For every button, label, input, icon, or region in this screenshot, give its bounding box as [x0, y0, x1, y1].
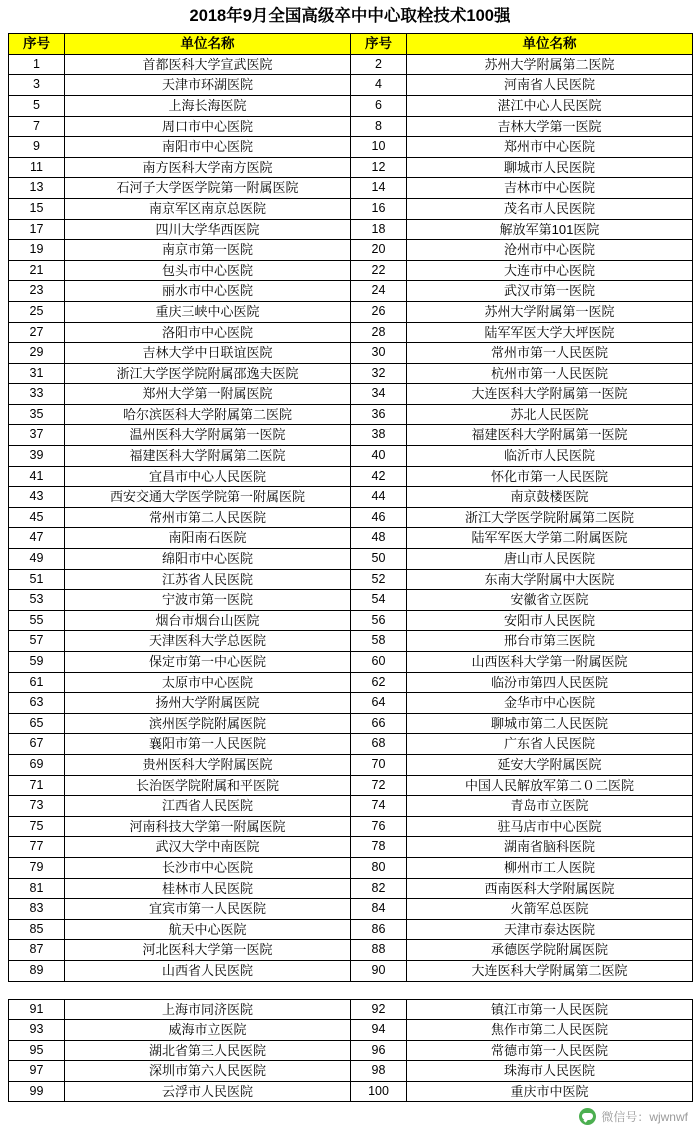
rank-table-second-body: [9, 999, 693, 1102]
cell-rank-number: 31: [9, 363, 65, 384]
cell-hospital-name: 哈尔滨医科大学附属第二医院: [65, 404, 351, 425]
cell-hospital-name: 东南大学附属中大医院: [407, 569, 693, 590]
table-header-row: [9, 33, 693, 54]
cell-rank-number: 58: [351, 631, 407, 652]
cell-hospital-name: 江苏省人民医院: [65, 569, 351, 590]
table-row: [9, 157, 693, 178]
cell-hospital-name: 大连医科大学附属第二医院: [407, 960, 693, 981]
cell-hospital-name: 吉林市中心医院: [407, 178, 693, 199]
cell-hospital-name: 常德市第一人民医院: [407, 1040, 693, 1061]
cell-rank-number: 94: [351, 1020, 407, 1041]
cell-rank-number: 54: [351, 590, 407, 611]
table-row: [9, 940, 693, 961]
cell-rank-number: 48: [351, 528, 407, 549]
cell-rank-number: 61: [9, 672, 65, 693]
table-row: [9, 137, 693, 158]
cell-hospital-name: 大连医科大学附属第一医院: [407, 384, 693, 405]
cell-hospital-name: 聊城市第二人民医院: [407, 713, 693, 734]
table-row: [9, 54, 693, 75]
table-row: [9, 528, 693, 549]
cell-hospital-name: 襄阳市第一人民医院: [65, 734, 351, 755]
cell-hospital-name: 安徽省立医院: [407, 590, 693, 611]
cell-hospital-name: 宁波市第一医院: [65, 590, 351, 611]
cell-hospital-name: 天津市泰达医院: [407, 919, 693, 940]
cell-rank-number: 60: [351, 652, 407, 673]
cell-hospital-name: 常州市第一人民医院: [407, 343, 693, 364]
wechat-icon: [579, 1108, 596, 1125]
cell-rank-number: 7: [9, 116, 65, 137]
cell-rank-number: 82: [351, 878, 407, 899]
cell-rank-number: 89: [9, 960, 65, 981]
table-row: [9, 754, 693, 775]
cell-hospital-name: 宜宾市第一人民医院: [65, 899, 351, 920]
cell-hospital-name: 郑州市中心医院: [407, 137, 693, 158]
cell-rank-number: 90: [351, 960, 407, 981]
table-row: [9, 384, 693, 405]
table-row: [9, 796, 693, 817]
table-row: [9, 816, 693, 837]
cell-hospital-name: 贵州医科大学附属医院: [65, 754, 351, 775]
cell-hospital-name: 浙江大学医学院附属邵逸夫医院: [65, 363, 351, 384]
table-row: [9, 999, 693, 1020]
cell-hospital-name: 上海市同济医院: [65, 999, 351, 1020]
cell-hospital-name: 洛阳市中心医院: [65, 322, 351, 343]
cell-hospital-name: 长治医学院附属和平医院: [65, 775, 351, 796]
cell-hospital-name: 浙江大学医学院附属第二医院: [407, 507, 693, 528]
table-row: [9, 857, 693, 878]
table-row: [9, 1061, 693, 1082]
table-row: [9, 672, 693, 693]
cell-hospital-name: 滨州医学院附属医院: [65, 713, 351, 734]
cell-rank-number: 62: [351, 672, 407, 693]
cell-hospital-name: 吉林大学中日联谊医院: [65, 343, 351, 364]
cell-rank-number: 59: [9, 652, 65, 673]
cell-hospital-name: 江西省人民医院: [65, 796, 351, 817]
cell-rank-number: 95: [9, 1040, 65, 1061]
cell-hospital-name: 南京军区南京总医院: [65, 198, 351, 219]
cell-rank-number: 6: [351, 95, 407, 116]
cell-hospital-name: 大连市中心医院: [407, 260, 693, 281]
cell-rank-number: 12: [351, 157, 407, 178]
table-row: [9, 631, 693, 652]
cell-hospital-name: 威海市立医院: [65, 1020, 351, 1041]
cell-hospital-name: 陆军军医大学大坪医院: [407, 322, 693, 343]
cell-rank-number: 76: [351, 816, 407, 837]
table-row: [9, 734, 693, 755]
cell-rank-number: 99: [9, 1081, 65, 1102]
cell-rank-number: 96: [351, 1040, 407, 1061]
cell-hospital-name: 天津医科大学总医院: [65, 631, 351, 652]
cell-rank-number: 34: [351, 384, 407, 405]
cell-hospital-name: 山西省人民医院: [65, 960, 351, 981]
cell-rank-number: 72: [351, 775, 407, 796]
cell-rank-number: 24: [351, 281, 407, 302]
cell-hospital-name: 福建医科大学附属第一医院: [407, 425, 693, 446]
cell-hospital-name: 保定市第一中心医院: [65, 652, 351, 673]
cell-hospital-name: 航天中心医院: [65, 919, 351, 940]
table-row: [9, 837, 693, 858]
cell-hospital-name: 河北医科大学第一医院: [65, 940, 351, 961]
cell-hospital-name: 南阳南石医院: [65, 528, 351, 549]
cell-hospital-name: 吉林大学第一医院: [407, 116, 693, 137]
rank-table-main-body: [9, 54, 693, 981]
cell-rank-number: 64: [351, 693, 407, 714]
cell-hospital-name: 云浮市人民医院: [65, 1081, 351, 1102]
table-row: [9, 116, 693, 137]
table-row: [9, 219, 693, 240]
cell-rank-number: 92: [351, 999, 407, 1020]
cell-rank-number: 23: [9, 281, 65, 302]
cell-hospital-name: 金华市中心医院: [407, 693, 693, 714]
cell-hospital-name: 山西医科大学第一附属医院: [407, 652, 693, 673]
cell-hospital-name: 天津市环湖医院: [65, 75, 351, 96]
cell-rank-number: 18: [351, 219, 407, 240]
cell-hospital-name: 安阳市人民医院: [407, 610, 693, 631]
cell-hospital-name: 石河子大学医学院第一附属医院: [65, 178, 351, 199]
cell-hospital-name: 湛江中心人民医院: [407, 95, 693, 116]
cell-rank-number: 65: [9, 713, 65, 734]
cell-rank-number: 80: [351, 857, 407, 878]
rank-table-main: [8, 33, 693, 982]
cell-hospital-name: 焦作市第二人民医院: [407, 1020, 693, 1041]
cell-rank-number: 28: [351, 322, 407, 343]
cell-rank-number: 11: [9, 157, 65, 178]
cell-hospital-name: 湖南省脑科医院: [407, 837, 693, 858]
table-row: [9, 363, 693, 384]
cell-rank-number: 97: [9, 1061, 65, 1082]
cell-hospital-name: 河南省人民医院: [407, 75, 693, 96]
cell-hospital-name: 苏州大学附属第一医院: [407, 301, 693, 322]
cell-hospital-name: 南京市第一医院: [65, 240, 351, 261]
table-row: [9, 178, 693, 199]
cell-hospital-name: 西安交通大学医学院第一附属医院: [65, 487, 351, 508]
cell-rank-number: 78: [351, 837, 407, 858]
cell-rank-number: 84: [351, 899, 407, 920]
cell-rank-number: 50: [351, 549, 407, 570]
cell-rank-number: 68: [351, 734, 407, 755]
cell-rank-number: 40: [351, 446, 407, 467]
table-row: [9, 446, 693, 467]
cell-rank-number: 63: [9, 693, 65, 714]
cell-hospital-name: 温州医科大学附属第一医院: [65, 425, 351, 446]
cell-rank-number: 87: [9, 940, 65, 961]
table-row: [9, 919, 693, 940]
page-title: 2018年9月全国高级卒中中心取栓技术100强: [189, 7, 511, 25]
table-row: [9, 1020, 693, 1041]
cell-rank-number: 42: [351, 466, 407, 487]
cell-hospital-name: 邢台市第三医院: [407, 631, 693, 652]
table-row: [9, 590, 693, 611]
cell-hospital-name: 沧州市中心医院: [407, 240, 693, 261]
cell-hospital-name: 深圳市第六人民医院: [65, 1061, 351, 1082]
cell-rank-number: 93: [9, 1020, 65, 1041]
cell-hospital-name: 南京鼓楼医院: [407, 487, 693, 508]
table-row: [9, 610, 693, 631]
cell-rank-number: 56: [351, 610, 407, 631]
cell-rank-number: 4: [351, 75, 407, 96]
table-row: [9, 260, 693, 281]
cell-hospital-name: 临汾市第四人民医院: [407, 672, 693, 693]
cell-rank-number: 22: [351, 260, 407, 281]
cell-hospital-name: 苏州大学附属第二医院: [407, 54, 693, 75]
cell-hospital-name: 承德医学院附属医院: [407, 940, 693, 961]
cell-hospital-name: 延安大学附属医院: [407, 754, 693, 775]
cell-rank-number: 75: [9, 816, 65, 837]
cell-hospital-name: 常州市第二人民医院: [65, 507, 351, 528]
cell-rank-number: 41: [9, 466, 65, 487]
column-header-name-right: 单位名称: [407, 33, 693, 54]
cell-rank-number: 88: [351, 940, 407, 961]
cell-hospital-name: 宜昌市中心人民医院: [65, 466, 351, 487]
cell-hospital-name: 周口市中心医院: [65, 116, 351, 137]
cell-hospital-name: 西南医科大学附属医院: [407, 878, 693, 899]
cell-hospital-name: 南方医科大学南方医院: [65, 157, 351, 178]
cell-rank-number: 67: [9, 734, 65, 755]
cell-hospital-name: 武汉市第一医院: [407, 281, 693, 302]
cell-rank-number: 2: [351, 54, 407, 75]
cell-hospital-name: 柳州市工人医院: [407, 857, 693, 878]
cell-rank-number: 32: [351, 363, 407, 384]
cell-hospital-name: 长沙市中心医院: [65, 857, 351, 878]
cell-rank-number: 35: [9, 404, 65, 425]
cell-hospital-name: 重庆三峡中心医院: [65, 301, 351, 322]
cell-rank-number: 85: [9, 919, 65, 940]
table-row: [9, 960, 693, 981]
cell-rank-number: 9: [9, 137, 65, 158]
footer: [0, 1096, 700, 1132]
cell-rank-number: 5: [9, 95, 65, 116]
table-row: [9, 652, 693, 673]
cell-rank-number: 25: [9, 301, 65, 322]
cell-hospital-name: 首都医科大学宣武医院: [65, 54, 351, 75]
cell-hospital-name: 重庆市中医院: [407, 1081, 693, 1102]
cell-hospital-name: 桂林市人民医院: [65, 878, 351, 899]
watermark-text: 微信号：wjwnwf: [601, 1110, 688, 1124]
cell-rank-number: 53: [9, 590, 65, 611]
cell-rank-number: 49: [9, 549, 65, 570]
cell-rank-number: 14: [351, 178, 407, 199]
cell-rank-number: 26: [351, 301, 407, 322]
cell-rank-number: 3: [9, 75, 65, 96]
cell-rank-number: 13: [9, 178, 65, 199]
table-row: [9, 404, 693, 425]
cell-hospital-name: 福建医科大学附属第二医院: [65, 446, 351, 467]
cell-hospital-name: 包头市中心医院: [65, 260, 351, 281]
table-row: [9, 240, 693, 261]
table-row: [9, 95, 693, 116]
cell-rank-number: 83: [9, 899, 65, 920]
cell-rank-number: 21: [9, 260, 65, 281]
cell-rank-number: 79: [9, 857, 65, 878]
cell-rank-number: 8: [351, 116, 407, 137]
cell-rank-number: 44: [351, 487, 407, 508]
cell-hospital-name: 火箭军总医院: [407, 899, 693, 920]
cell-hospital-name: 扬州大学附属医院: [65, 693, 351, 714]
cell-hospital-name: 驻马店市中心医院: [407, 816, 693, 837]
cell-hospital-name: 镇江市第一人民医院: [407, 999, 693, 1020]
table-row: [9, 466, 693, 487]
cell-hospital-name: 陆军军医大学第二附属医院: [407, 528, 693, 549]
cell-hospital-name: 广东省人民医院: [407, 734, 693, 755]
cell-rank-number: 51: [9, 569, 65, 590]
cell-rank-number: 15: [9, 198, 65, 219]
table-row: [9, 507, 693, 528]
cell-rank-number: 39: [9, 446, 65, 467]
cell-hospital-name: 丽水市中心医院: [65, 281, 351, 302]
cell-rank-number: 19: [9, 240, 65, 261]
table-row: [9, 693, 693, 714]
cell-rank-number: 91: [9, 999, 65, 1020]
table-row: [9, 713, 693, 734]
cell-hospital-name: 湖北省第三人民医院: [65, 1040, 351, 1061]
cell-rank-number: 66: [351, 713, 407, 734]
table-row: [9, 487, 693, 508]
cell-rank-number: 38: [351, 425, 407, 446]
table-row: [9, 281, 693, 302]
table-row: [9, 75, 693, 96]
cell-rank-number: 86: [351, 919, 407, 940]
cell-rank-number: 57: [9, 631, 65, 652]
cell-hospital-name: 绵阳市中心医院: [65, 549, 351, 570]
cell-rank-number: 71: [9, 775, 65, 796]
table-row: [9, 899, 693, 920]
table-separator: [8, 982, 692, 999]
watermark: [579, 1108, 688, 1125]
cell-hospital-name: 聊城市人民医院: [407, 157, 693, 178]
cell-hospital-name: 上海长海医院: [65, 95, 351, 116]
cell-rank-number: 27: [9, 322, 65, 343]
cell-hospital-name: 中国人民解放军第二０二医院: [407, 775, 693, 796]
cell-rank-number: 52: [351, 569, 407, 590]
cell-rank-number: 73: [9, 796, 65, 817]
cell-rank-number: 55: [9, 610, 65, 631]
table-row: [9, 775, 693, 796]
table-row: [9, 549, 693, 570]
cell-rank-number: 29: [9, 343, 65, 364]
cell-rank-number: 100: [351, 1081, 407, 1102]
cell-hospital-name: 苏北人民医院: [407, 404, 693, 425]
column-header-no-right: 序号: [351, 33, 407, 54]
table-row: [9, 1040, 693, 1061]
cell-hospital-name: 解放军第101医院: [407, 219, 693, 240]
cell-rank-number: 77: [9, 837, 65, 858]
cell-hospital-name: 青岛市立医院: [407, 796, 693, 817]
cell-hospital-name: 武汉大学中南医院: [65, 837, 351, 858]
cell-hospital-name: 临沂市人民医院: [407, 446, 693, 467]
cell-rank-number: 45: [9, 507, 65, 528]
cell-rank-number: 20: [351, 240, 407, 261]
cell-rank-number: 46: [351, 507, 407, 528]
cell-rank-number: 33: [9, 384, 65, 405]
cell-rank-number: 70: [351, 754, 407, 775]
table-row: [9, 343, 693, 364]
cell-hospital-name: 怀化市第一人民医院: [407, 466, 693, 487]
cell-hospital-name: 茂名市人民医院: [407, 198, 693, 219]
cell-rank-number: 37: [9, 425, 65, 446]
rank-table-second: [8, 999, 693, 1103]
cell-hospital-name: 南阳市中心医院: [65, 137, 351, 158]
table-row: [9, 569, 693, 590]
table-row: [9, 198, 693, 219]
cell-rank-number: 17: [9, 219, 65, 240]
cell-rank-number: 36: [351, 404, 407, 425]
cell-rank-number: 43: [9, 487, 65, 508]
cell-rank-number: 98: [351, 1061, 407, 1082]
cell-hospital-name: 四川大学华西医院: [65, 219, 351, 240]
cell-hospital-name: 太原市中心医院: [65, 672, 351, 693]
cell-rank-number: 1: [9, 54, 65, 75]
table-row: [9, 322, 693, 343]
cell-hospital-name: 烟台市烟台山医院: [65, 610, 351, 631]
cell-rank-number: 74: [351, 796, 407, 817]
column-header-name-left: 单位名称: [65, 33, 351, 54]
cell-hospital-name: 杭州市第一人民医院: [407, 363, 693, 384]
table-row: [9, 878, 693, 899]
table-row: [9, 301, 693, 322]
cell-hospital-name: 唐山市人民医院: [407, 549, 693, 570]
table-row: [9, 425, 693, 446]
cell-hospital-name: 珠海市人民医院: [407, 1061, 693, 1082]
cell-rank-number: 16: [351, 198, 407, 219]
cell-hospital-name: 郑州大学第一附属医院: [65, 384, 351, 405]
cell-rank-number: 30: [351, 343, 407, 364]
column-header-no-left: 序号: [9, 33, 65, 54]
cell-rank-number: 10: [351, 137, 407, 158]
cell-hospital-name: 河南科技大学第一附属医院: [65, 816, 351, 837]
cell-rank-number: 69: [9, 754, 65, 775]
cell-rank-number: 47: [9, 528, 65, 549]
cell-rank-number: 81: [9, 878, 65, 899]
